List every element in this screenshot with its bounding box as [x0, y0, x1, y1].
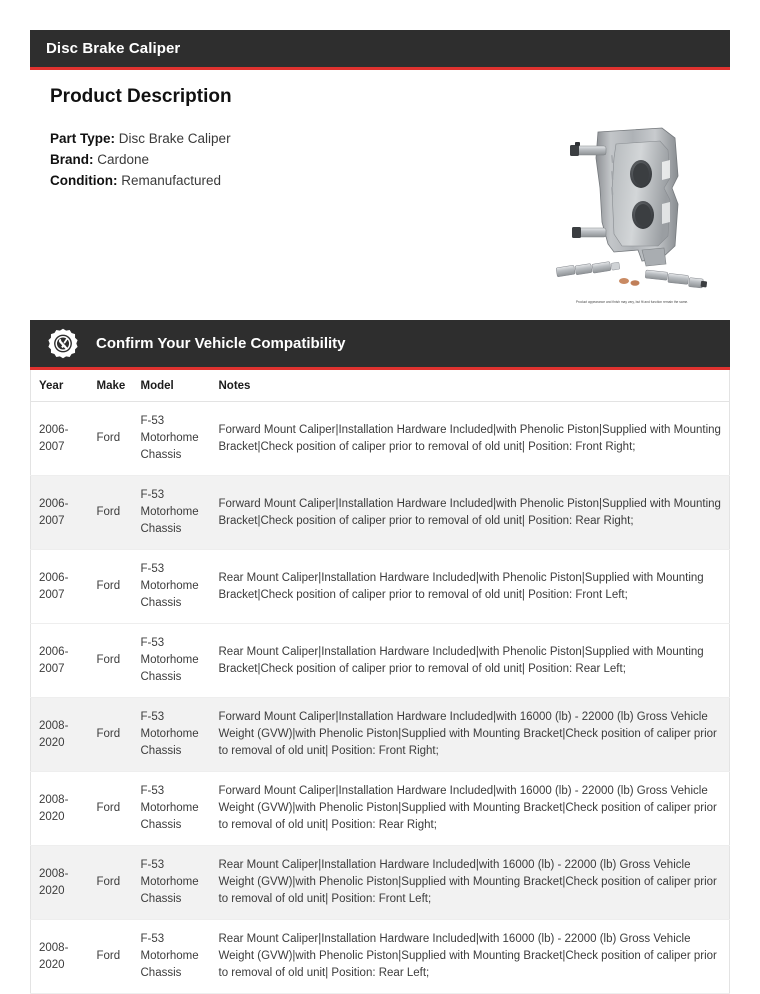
- product-image: [542, 118, 722, 298]
- cell-notes: Forward Mount Caliper|Installation Hardware Included|with Phenolic Piston|Supplied with Mounting Bracket|Check position of caliper prior to removal of old unit| Position: Rear Right;: [211, 476, 730, 550]
- spec-value-condition: Remanufactured: [121, 173, 222, 188]
- column-header-year: Year: [31, 370, 89, 402]
- cell-year: 2006-2007: [31, 402, 89, 476]
- spec-value-part-type: Disc Brake Caliper: [118, 131, 231, 146]
- column-header-make: Make: [89, 370, 133, 402]
- cell-notes: Rear Mount Caliper|Installation Hardware Included|with 16000 (lb) - 22000 (lb) Gross Vehicle Weight (GVW)|with Phenolic Piston|Supplied with Mounting Bracket|Check position of caliper prior to removal of old unit| Position: Front Left;: [211, 846, 730, 920]
- cell-model: F-53 Motorhome Chassis: [133, 920, 211, 994]
- cell-make: Ford: [89, 550, 133, 624]
- cell-make: Ford: [89, 772, 133, 846]
- product-header-bar: [30, 30, 730, 70]
- table-row: [31, 402, 730, 476]
- table-row: [31, 772, 730, 846]
- cell-model: F-53 Motorhome Chassis: [133, 550, 211, 624]
- table-row: [31, 550, 730, 624]
- column-header-notes: Notes: [211, 370, 730, 402]
- cell-year: 2008-2020: [31, 920, 89, 994]
- cell-year: 2008-2020: [31, 698, 89, 772]
- cell-make: Ford: [89, 698, 133, 772]
- disc-brake-caliper-photo-icon: [542, 118, 722, 298]
- cell-make: Ford: [89, 624, 133, 698]
- cell-make: Ford: [89, 402, 133, 476]
- table-row: [31, 624, 730, 698]
- cell-notes: Rear Mount Caliper|Installation Hardware Included|with Phenolic Piston|Supplied with Mounting Bracket|Check position of caliper prior to removal of old unit| Position: Rear Left;: [211, 624, 730, 698]
- spec-label-condition: Condition:: [50, 173, 118, 188]
- table-row: [31, 846, 730, 920]
- cell-model: F-53 Motorhome Chassis: [133, 624, 211, 698]
- cell-model: F-53 Motorhome Chassis: [133, 698, 211, 772]
- cell-make: Ford: [89, 920, 133, 994]
- cell-year: 2006-2007: [31, 624, 89, 698]
- cell-model: F-53 Motorhome Chassis: [133, 846, 211, 920]
- cell-make: Ford: [89, 846, 133, 920]
- fitment-table: [30, 370, 730, 994]
- product-description-body: [30, 70, 730, 305]
- fitment-table-head: [31, 370, 730, 402]
- table-row: [31, 476, 730, 550]
- table-row: [31, 698, 730, 772]
- cell-year: 2008-2020: [31, 846, 89, 920]
- table-row: [31, 920, 730, 994]
- cell-notes: Forward Mount Caliper|Installation Hardware Included|with 16000 (lb) - 22000 (lb) Gross Vehicle Weight (GVW)|with Phenolic Piston|Supplied with Mounting Bracket|Check position of caliper prior to removal of old unit| Position: Rear Right;: [211, 772, 730, 846]
- cell-model: F-53 Motorhome Chassis: [133, 772, 211, 846]
- product-image-block: [542, 118, 722, 305]
- cell-notes: Rear Mount Caliper|Installation Hardware Included|with 16000 (lb) - 22000 (lb) Gross Vehicle Weight (GVW)|with Phenolic Piston|Supplied with Mounting Bracket|Check position of caliper prior to removal of old unit| Position: Rear Left;: [211, 920, 730, 994]
- product-image-caption: Product appearance and finish may vary, but fit and function remain the same.: [575, 299, 689, 305]
- cell-model: F-53 Motorhome Chassis: [133, 402, 211, 476]
- cell-year: 2006-2007: [31, 550, 89, 624]
- vehicle-compatibility-panel: [30, 320, 730, 994]
- spec-label-brand: Brand:: [50, 152, 94, 167]
- spec-value-brand: Cardone: [97, 152, 150, 167]
- product-description-heading: Product Description: [50, 86, 232, 107]
- product-header-title: Disc Brake Caliper: [46, 40, 181, 57]
- table-header-row: [31, 370, 730, 402]
- column-header-model: Model: [133, 370, 211, 402]
- fitment-table-body: [31, 402, 730, 994]
- product-description-panel: [30, 30, 730, 305]
- cell-make: Ford: [89, 476, 133, 550]
- cell-notes: Forward Mount Caliper|Installation Hardware Included|with Phenolic Piston|Supplied with Mounting Bracket|Check position of caliper prior to removal of old unit| Position: Front Right;: [211, 402, 730, 476]
- compatibility-header-bar: [30, 320, 730, 370]
- cell-model: F-53 Motorhome Chassis: [133, 476, 211, 550]
- cell-year: 2008-2020: [31, 772, 89, 846]
- gear-wrench-icon: [46, 327, 80, 361]
- cell-notes: Forward Mount Caliper|Installation Hardware Included|with 16000 (lb) - 22000 (lb) Gross Vehicle Weight (GVW)|with Phenolic Piston|Supplied with Mounting Bracket|Check position of caliper prior to removal of old unit| Position: Front Right;: [211, 698, 730, 772]
- cell-notes: Rear Mount Caliper|Installation Hardware Included|with Phenolic Piston|Supplied with Mounting Bracket|Check position of caliper prior to removal of old unit| Position: Front Left;: [211, 550, 730, 624]
- compatibility-header-title: Confirm Your Vehicle Compatibility: [96, 335, 346, 352]
- cell-year: 2006-2007: [31, 476, 89, 550]
- spec-label-part-type: Part Type:: [50, 131, 116, 146]
